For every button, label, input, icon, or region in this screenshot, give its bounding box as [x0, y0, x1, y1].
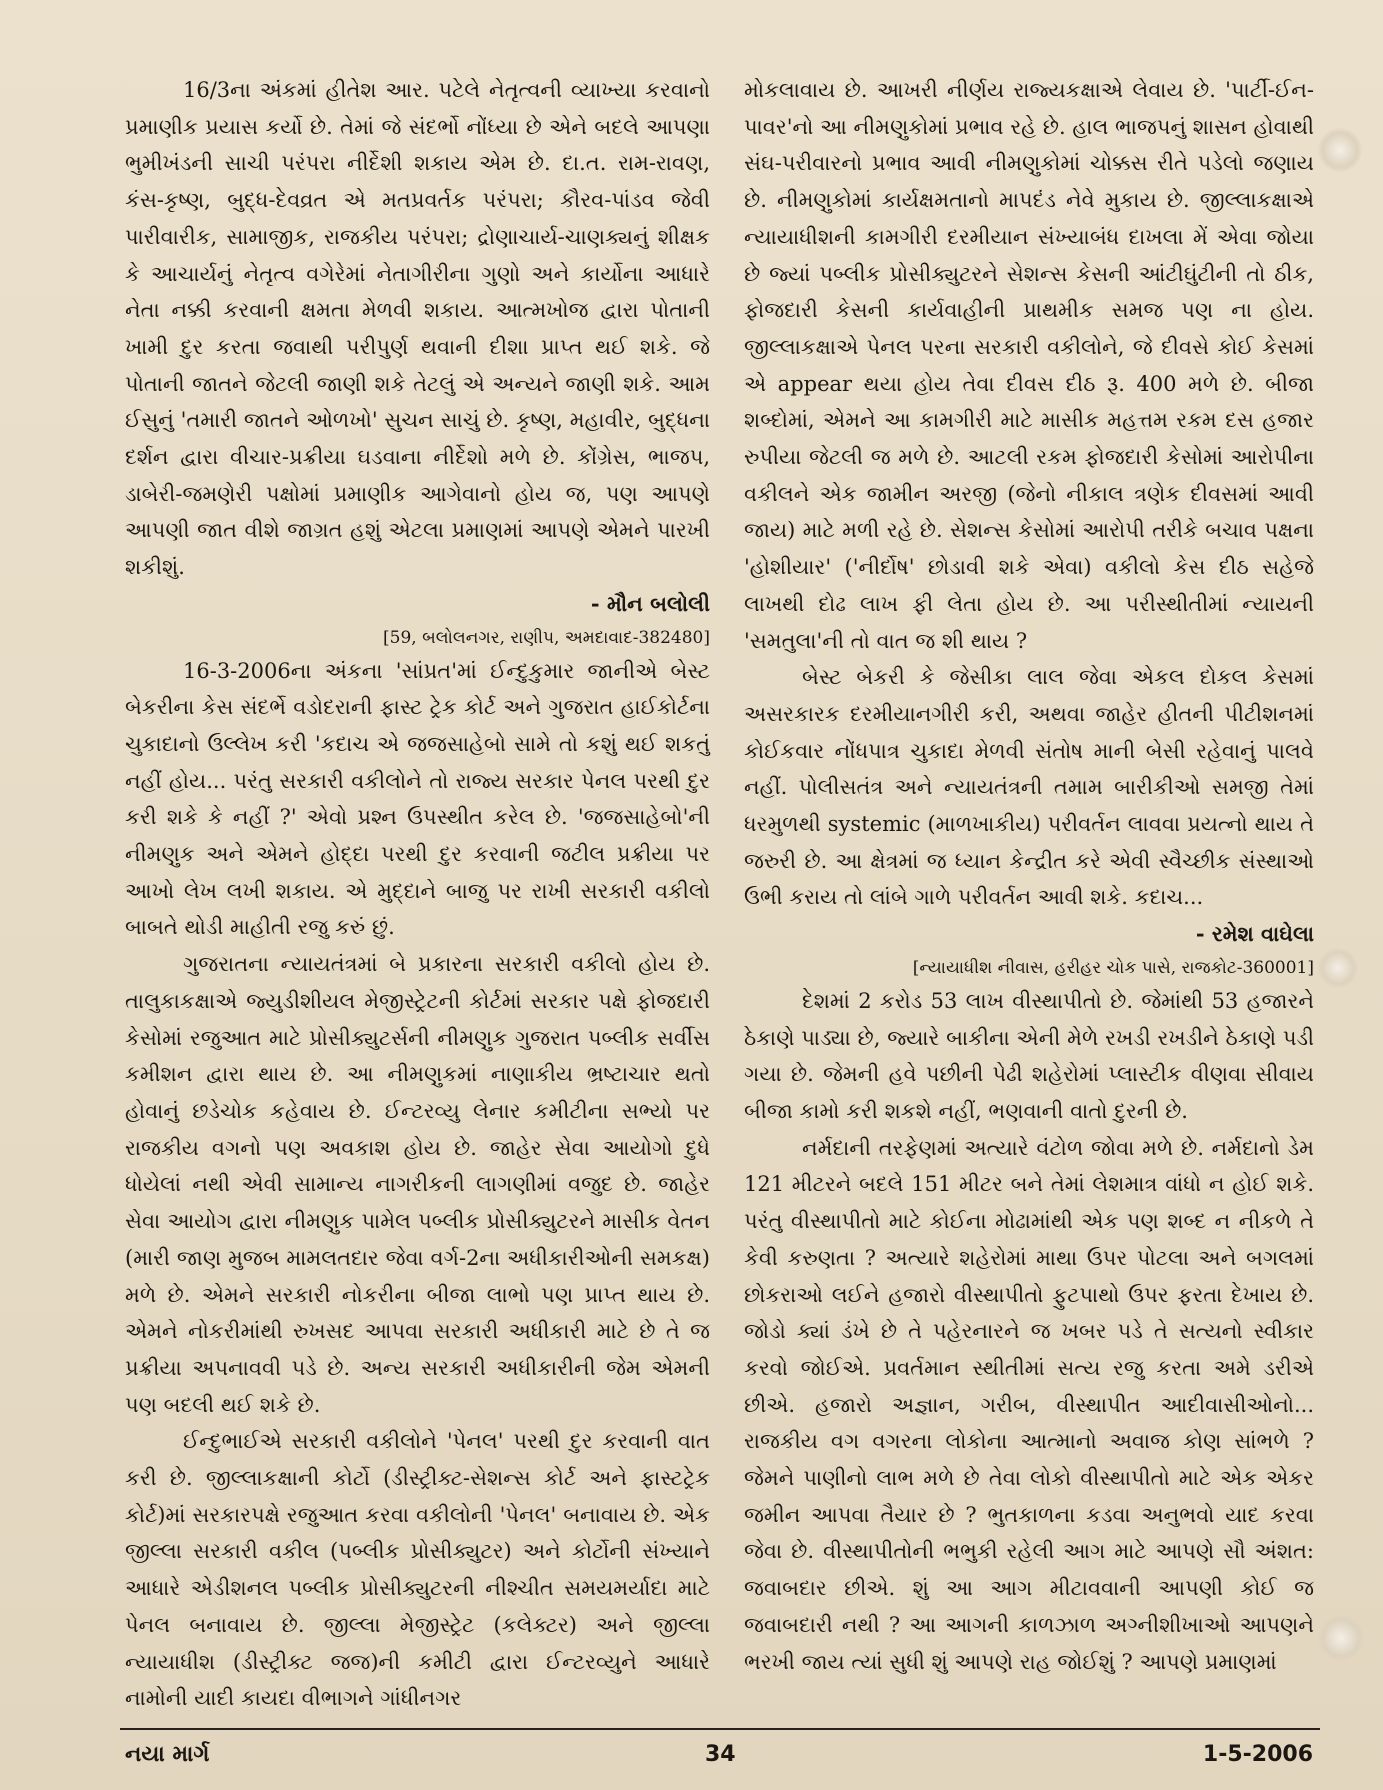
letter-1-body: 16/3ના અંકમાં હીતેશ આર. પટેલે નેતૃત્વની વ્યાખ્યા કરવાનો પ્રમાણીક પ્રયાસ કર્યો છે. તેમાં જે સંદર્ભો નોંધ્યા છે એને બદલે આપણા ભુમીખંડની સાચી પરંપરા નીર્દેશી શકાય એમ છે. દા.ત. રામ-રાવણ, કંસ-કૃષ્ણ, બુદ્ધ-દેવવ્રત એ મતપ્રવર્તક પરંપરા; કૌરવ-પાંડવ જેવી પારીવારીક, સામાજીક, રાજકીય પરંપરા; દ્રોણાચાર્ય-ચાણક્યનું શીક્ષક કે આચાર્યનું નેતૃત્વ વગેરેમાં નેતાગીરીના ગુણો અને કાર્યોના આધારે નેતા નક્કી કરવાની ક્ષમતા મેળવી શકાય. આત્મખોજ દ્વારા પોતાની ખામી દુર કરતા જવાથી પરીપુર્ણ થવાની દીશા પ્રાપ્ત થઈ શકે. જે પોતાની જાતને જેટલી જાણી શકે તેટલું એ અન્યને જાણી શકે. આમ ઈસુનું 'તમારી જાતને ઓળખો' સુચન સાચું છે. કૃષ્ણ, મહાવીર, બુદ્ધના દર્શન દ્વારા વીચાર-પ્રક્રીયા ઘડવાના નીર્દેશો મળે છે. કોંગ્રેસ, ભાજપ, ડાબેરી-જમણેરી પક્ષોમાં પ્રમાણીક આગેવાનો હોય જ, પણ આપણે આપણી જાત વીશે જાગ્રત હશું એટલા પ્રમાણમાં આપણે એમને પારખી શકીશું. — [125, 78, 710, 580]
letter-2-para-4: મોકલાવાય છે. આખરી નીર્ણય રાજ્યકક્ષાએ લેવાય છે. 'પાર્ટી-ઈન-પાવર'નો આ નીમણુકોમાં પ્રભાવ રહે છે. હાલ ભાજપનું શાસન હોવાથી સંઘ-પરીવારનો પ્રભાવ આવી નીમણુકોમાં ચોક્કસ રીતે પડેલો જણાય છે. નીમણુકોમાં કાર્યક્ષમતાનો માપદંડ નેવે મુકાય છે. જીલ્લાકક્ષાએ ન્યાયાધીશની કામગીરી દરમીયાન સંખ્યાબંધ દાખલા મેં એવા જોયા છે જ્યાં પબ્લીક પ્રોસીક્યુટરને સેશન્સ કેસની આંટીઘુંટીની તો ઠીક, ફોજદારી કેસની કાર્યવાહીની પ્રાથમીક સમજ પણ ના હોય. જીલ્લાકક્ષાએ પેનલ પરના સરકારી વકીલોને, જે દીવસે કોઈ કેસમાં એ appear થયા હોય તેવા દીવસ દીઠ રૂ. 400 મળે છે. બીજા શબ્દોમાં, એમને આ કામગીરી માટે માસીક મહત્તમ રકમ દસ હજાર રુપીયા જેટલી જ મળે છે. આટલી રકમ ફોજદારી કેસોમાં આરોપીના વકીલને એક જામીન અરજી (જેનો નીકાલ ત્રણેક દીવસમાં આવી જાય) માટે મળી રહે છે. સેશન્સ કેસોમાં આરોપી તરીકે બચાવ પક્ષના 'હોશીયાર' ('નીર્દોષ' છોડાવી શકે એવા) વકીલો કેસ દીઠ સહેજે લાખથી દોઢ લાખ ફી લેતા હોય છે. આ પરીસ્થીતીમાં ન્યાયની 'સમતુલા'ની તો વાત જ શી થાય ? — [744, 78, 1314, 653]
footer-magazine-name: નયા માર્ગ — [125, 1742, 210, 1767]
letter-2-para-3: ઈન્દુભાઈએ સરકારી વકીલોને 'પેનલ' પરથી દુર કરવાની વાત કરી છે. જીલ્લાકક્ષાની કોર્ટો (ડીસ્ટ્રીક્ટ-સેશન્સ કોર્ટ અને ફાસ્ટટ્રેક કોર્ટ)માં સરકારપક્ષે રજુઆત કરવા વકીલોની 'પેનલ' બનાવાય છે. એક જીલ્લા સરકારી વકીલ (પબ્લીક પ્રોસીક્યુટર) અને કોર્ટોની સંખ્યાને આધારે એડીશનલ પબ્લીક પ્રોસીક્યુટરની નીશ્ચીત સમયમર્યાદા માટે પેનલ બનાવાય છે. જીલ્લા મેજીસ્ટ્રેટ (કલેક્ટર) અને જીલ્લા ન્યાયાધીશ (ડીસ્ટ્રીક્ટ જજ)ની કમીટી દ્વારા ઈન્ટરવ્યુને આધારે નામોની યાદી કાયદા વીભાગને ગાંધીનગર — [125, 1429, 710, 1711]
letter-2-para-5: બેસ્ટ બેકરી કે જેસીકા લાલ જેવા એકલ દોકલ કેસમાં અસરકારક દરમીયાનગીરી કરી, અથવા જાહેર હીતની પીટીશનમાં કોઈકવાર નોંધપાત્ર ચુકાદા મેળવી સંતોષ માની બેસી રહેવાનું પાલવે નહીં. પોલીસતંત્ર અને ન્યાયતંત્રની તમામ બારીકીઓ સમજી તેમાં ધરમુળથી systemic (માળખાકીય) પરીવર્તન લાવવા પ્રયત્નો થાય તે જરુરી છે. આ ક્ષેત્રમાં જ ધ્યાન કેન્દ્રીત કરે એવી સ્વૈચ્છીક સંસ્થાઓ ઉભી કરાય તો લાંબે ગાળે પરીવર્તન આવી શકે. કદાચ... — [744, 665, 1314, 910]
letter-2-para-2: ગુજરાતના ન્યાયતંત્રમાં બે પ્રકારના સરકારી વકીલો હોય છે. તાલુકાકક્ષાએ જ્યુડીશીયલ મેજીસ્ટ્રેટની કોર્ટમાં સરકાર પક્ષે ફોજદારી કેસોમાં રજુઆત માટે પ્રોસીક્યુટર્સની નીમણુક ગુજરાત પબ્લીક સર્વીસ કમીશન દ્વારા થાય છે. આ નીમણુકમાં નાણાકીય ભ્રષ્ટાચાર થતો હોવાનું છડેચોક કહેવાય છે. ઈન્ટરવ્યુ લેનાર કમીટીના સભ્યો પર રાજકીય વગનો પણ અવકાશ હોય છે. જાહેર સેવા આયોગો દુધે ધોયેલાં નથી એવી સામાન્ય નાગરીકની લાગણીમાં વજુદ છે. જાહેર સેવા આયોગ દ્વારા નીમણુક પામેલ પબ્લીક પ્રોસીક્યુટરને માસીક વેતન (મારી જાણ મુજબ મામલતદાર જેવા વર્ગ-2ના અધીકારીઓની સમકક્ષ) મળે છે. એમને સરકારી નોકરીના બીજા લાભો પણ પ્રાપ્ત થાય છે. એમને નોકરીમાંથી રુખસદ આપવા સરકારી અધીકારી માટે છે તે જ પ્રક્રીયા અપનાવવી પડે છે. અન્ય સરકારી અધીકારીની જેમ એમની પણ બદલી થઈ શકે છે. — [125, 952, 710, 1417]
staple-hole-top — [1318, 128, 1362, 172]
letter-1-signature: - મૌન બલોલી — [590, 590, 710, 616]
letter-2-address: [ન્યાયાધીશ નીવાસ, હરીહર ચોક પાસે, રાજકોટ-360001] — [912, 957, 1314, 978]
letter-2-signature: - રમેશ વાઘેલા — [1195, 921, 1314, 947]
letter-1-address: [59, બલોલનગર, રાણીપ, અમદાવાદ-382480] — [383, 627, 710, 648]
staple-hole-bottom — [1318, 1615, 1364, 1661]
staple-hole-middle — [1318, 948, 1358, 988]
left-column — [125, 72, 710, 1717]
letter-3-para-1: દેશમાં 2 કરોડ 53 લાખ વીસ્થાપીતો છે. જેમાંથી 53 હજારને ઠેકાણે પાડ્યા છે, જ્યારે બાકીના એની મેળે રખડી રખડીને ઠેકાણે પડી ગયા છે. જેમની હવે પછીની પેઢી શહેરોમાં પ્લાસ્ટીક વીણવા સીવાય બીજા કામો કરી શકશે નહીં, ભણવાની વાતો દુરની છે. — [744, 988, 1314, 1123]
footer-page-number: 34 — [705, 1742, 736, 1767]
letter-3-para-2: નર્મદાની તરફેણમાં અત્યારે વંટોળ જોવા મળે છે. નર્મદાનો ડેમ 121 મીટરને બદલે 151 મીટર બને તેમાં લેશમાત્ર વાંધો ન હોઈ શકે. પરંતુ વીસ્થાપીતો માટે કોઈના મોઢામાંથી એક પણ શબ્દ ન નીકળે તે કેવી કરુણતા ? અત્યારે શહેરોમાં માથા ઉપર પોટલા અને બગલમાં છોકરાઓ લઈને હજારો વીસ્થાપીતો ફુટપાથો ઉપર ફરતા દેખાય છે. જોડો ક્યાં ડંખે છે તે પહેરનારને જ ખબર પડે તે સત્યનો સ્વીકાર કરવો જોઈએ. પ્રવર્તમાન સ્થીતીમાં સત્ય રજુ કરતા અમે ડરીએ છીએ. હજારો અજ્ઞાન, ગરીબ, વીસ્થાપીત આદીવાસીઓનો... રાજકીય વગ વગરના લોકોના આત્માનો અવાજ કોણ સાંભળે ? જેમને પાણીનો લાભ મળે છે તેવા લોકો વીસ્થાપીતો માટે એક એકર જમીન આપવા તૈયાર છે ? ભુતકાળના કડવા અનુભવો યાદ કરવા જેવા છે. વીસ્થાપીતોની ભભુકી રહેલી આગ માટે આપણે સૌ અંશત: જવાબદાર છીએ. શું આ આગ મીટાવવાની આપણી કોઈ જ જવાબદારી નથી ? આ આગની કાળઝાળ અગ્નીશીખાઓ આપણને ભરખી જાય ત્યાં સુધી શું આપણે રાહ જોઈશું ? આપણે પ્રમાણમાં — [744, 1135, 1314, 1674]
footer-date: 1-5-2006 — [1202, 1742, 1313, 1767]
letter-2-para-1: 16-3-2006ના અંકના 'સાંપ્રત'માં ઈન્દુકુમાર જાનીએ બેસ્ટ બેકરીના કેસ સંદર્ભે વડોદરાની ફાસ્ટ ટ્રેક કોર્ટ અને ગુજરાત હાઈકોર્ટના ચુકાદાનો ઉલ્લેખ કરી 'કદાચ એ જજસાહેબો સામે તો કશું થઈ શકતું નહીં હોય... પરંતુ સરકારી વકીલોને તો રાજ્ય સરકાર પેનલ પરથી દુર કરી શકે કે નહીં ?' એવો પ્રશ્ન ઉપસ્થીત કરેલ છે. 'જજસાહેબો'ની નીમણુક અને એમને હોદ્દા પરથી દુર કરવાની જટીલ પ્રક્રીયા પર આખો લેખ લખી શકાય. એ મુદ્દાને બાજુ પર રાખી સરકારી વકીલો બાબતે થોડી માહીતી રજુ કરું છું. — [125, 658, 710, 940]
footer-divider — [120, 1728, 1320, 1730]
right-column — [744, 72, 1314, 1680]
